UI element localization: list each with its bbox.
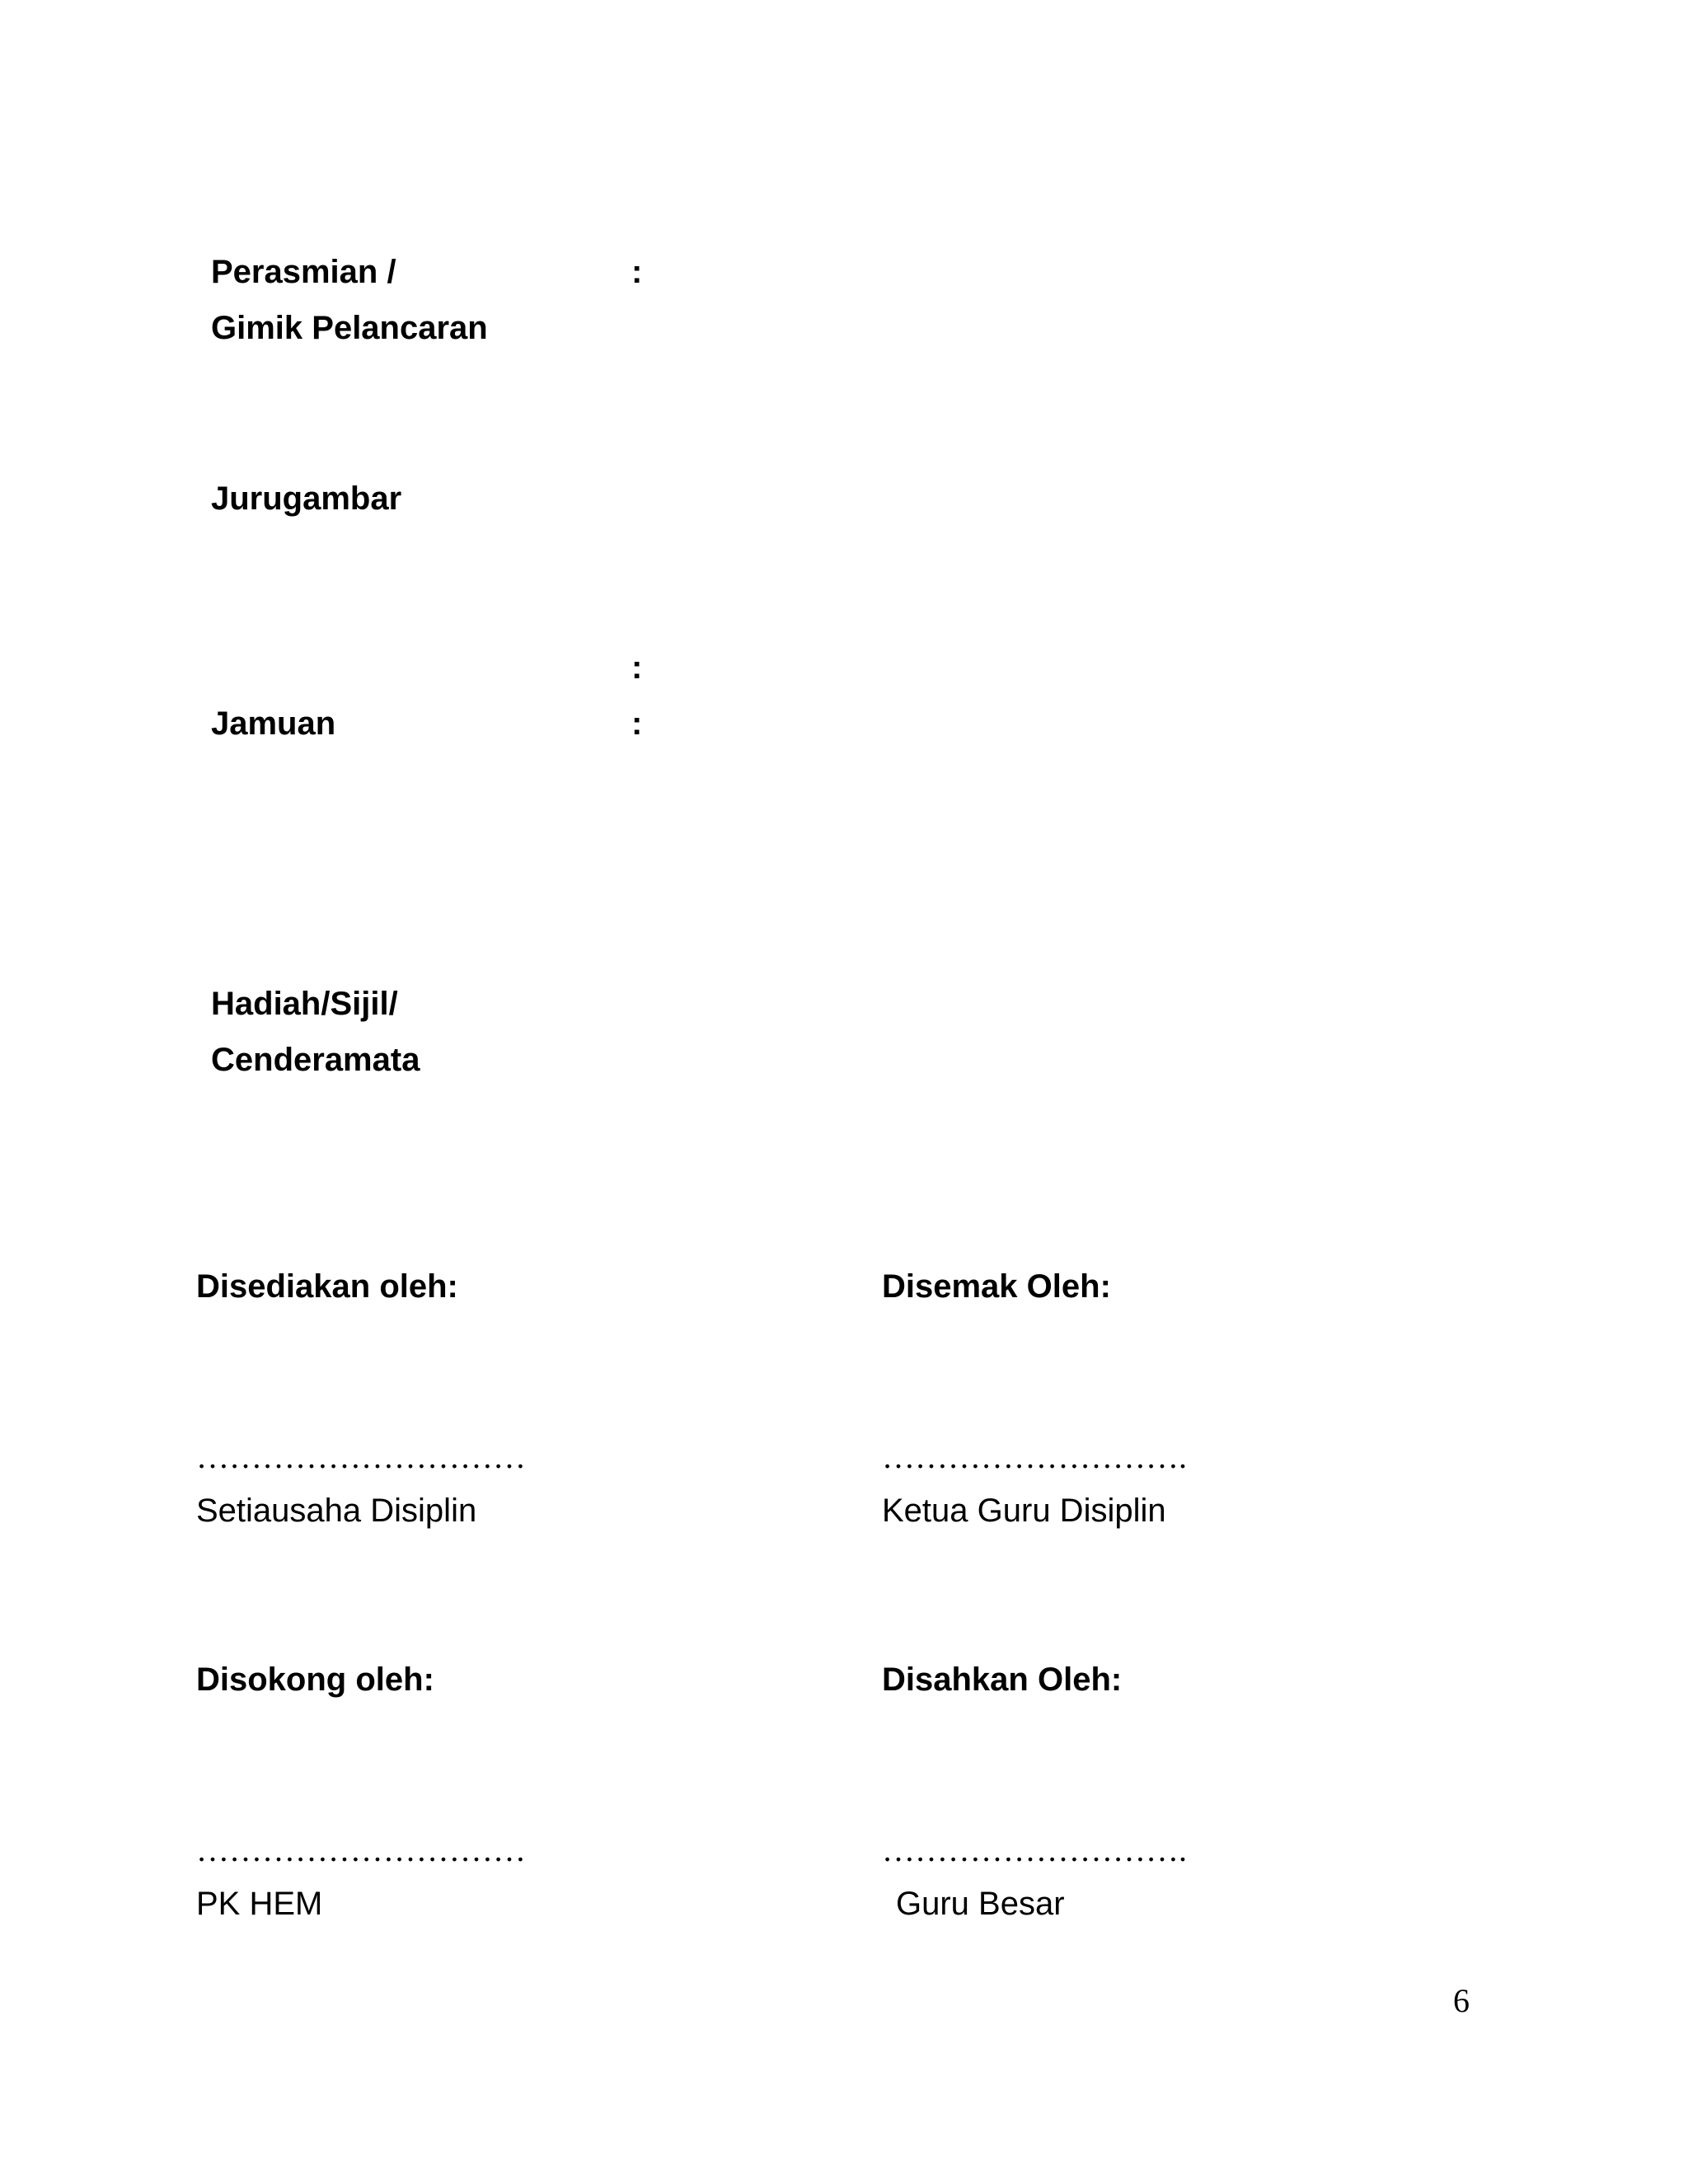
jurugambar-colon: : — [631, 649, 643, 686]
disahkan-heading: Disahkan Oleh: — [882, 1661, 1123, 1698]
disokong-heading: Disokong oleh: — [196, 1661, 434, 1698]
disahkan-role: Guru Besar — [896, 1886, 1065, 1922]
disemak-signature-line: ………………………. — [882, 1438, 1187, 1475]
disediakan-role: Setiausaha Disiplin — [196, 1493, 477, 1529]
disahkan-signature-line: ………………………. — [882, 1831, 1187, 1868]
disemak-role: Ketua Guru Disiplin — [882, 1493, 1166, 1529]
disokong-role: PK HEM — [196, 1886, 323, 1922]
page-number: 6 — [1453, 1982, 1470, 2019]
jamuan-colon: : — [631, 705, 643, 742]
disokong-signature-line: ………………………… — [196, 1831, 526, 1868]
disediakan-signature-line: ………………………… — [196, 1438, 526, 1475]
jurugambar-label: Jurugambar — [211, 480, 402, 517]
perasmian-colon: : — [631, 254, 643, 290]
perasmian-label-line2: Gimik Pelancaran — [211, 310, 488, 346]
hadiah-label-line2: Cenderamata — [211, 1042, 420, 1078]
hadiah-label-line1: Hadiah/Sijil/ — [211, 986, 398, 1022]
disemak-heading: Disemak Oleh: — [882, 1268, 1111, 1305]
disediakan-heading: Disediakan oleh: — [196, 1268, 458, 1305]
perasmian-label-line1: Perasmian / — [211, 254, 396, 290]
jamuan-label: Jamuan — [211, 705, 336, 742]
